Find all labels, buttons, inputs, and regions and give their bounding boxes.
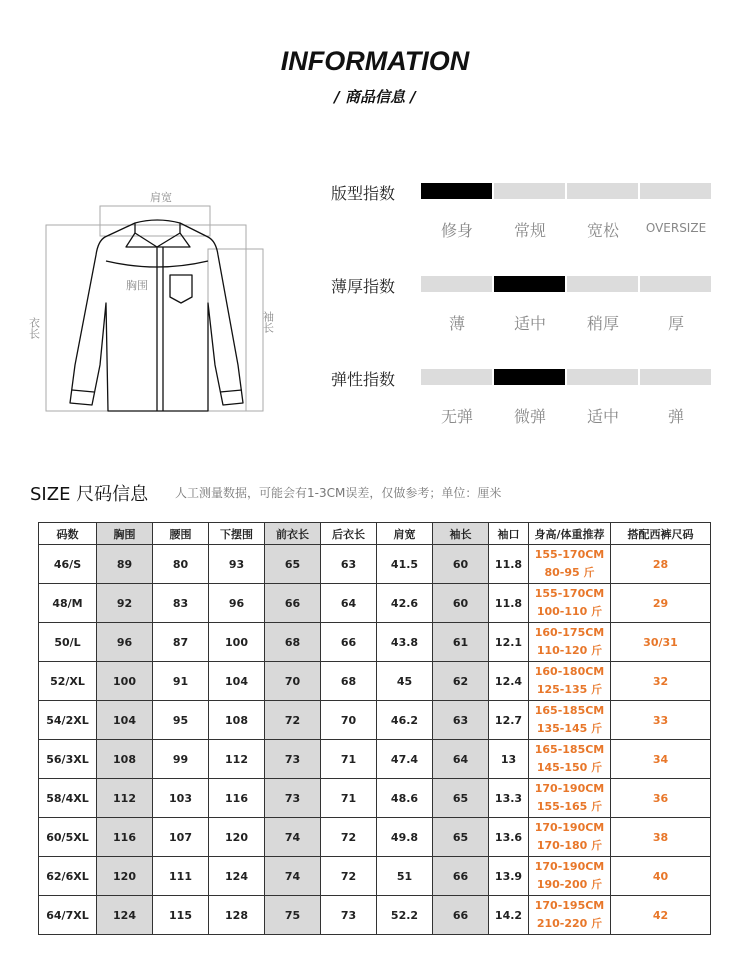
pants-size-cell: 33 <box>611 701 711 740</box>
table-cell: 91 <box>153 662 209 701</box>
table-cell: 45 <box>377 662 433 701</box>
table-cell: 61 <box>433 623 489 662</box>
weight-recommend: 155-165 斤 <box>536 800 603 813</box>
table-cell: 65 <box>265 545 321 584</box>
recommend-cell <box>529 662 611 701</box>
table-cell: 87 <box>153 623 209 662</box>
table-cell: 73 <box>265 740 321 779</box>
table-cell: 72 <box>321 818 377 857</box>
recommend-cell <box>529 857 611 896</box>
table-cell: 54/2XL <box>39 701 97 740</box>
scale-option: 常规 <box>513 221 546 240</box>
table-cell: 92 <box>97 584 153 623</box>
table-row <box>39 545 711 584</box>
pants-size-cell: 34 <box>611 740 711 779</box>
table-cell: 42.6 <box>377 584 433 623</box>
scale-option: OVERSIZE <box>645 221 707 235</box>
table-cell: 63 <box>321 545 377 584</box>
table-header-row <box>39 523 711 545</box>
table-cell: 73 <box>321 896 377 935</box>
table-row <box>39 662 711 701</box>
table-cell: 48.6 <box>377 779 433 818</box>
table-cell: 52/XL <box>39 662 97 701</box>
table-cell: 46.2 <box>377 701 433 740</box>
table-cell: 115 <box>153 896 209 935</box>
table-cell: 58/4XL <box>39 779 97 818</box>
pants-size-cell: 36 <box>611 779 711 818</box>
table-cell: 62 <box>433 662 489 701</box>
table-cell: 66 <box>433 896 489 935</box>
pants-size-cell: 40 <box>611 857 711 896</box>
table-cell: 60 <box>433 584 489 623</box>
table-row <box>39 623 711 662</box>
length-label: 衣长 <box>27 317 41 339</box>
scale-option: 修身 <box>440 221 473 240</box>
table-row <box>39 779 711 818</box>
recommend-cell <box>529 623 611 662</box>
table-cell: 70 <box>321 701 377 740</box>
pants-size-cell: 28 <box>611 545 711 584</box>
table-header-cell: 搭配西裤尺码 <box>611 523 711 545</box>
scale-segment <box>640 369 711 385</box>
table-cell: 13 <box>489 740 529 779</box>
height-recommend: 170-190CM <box>534 821 605 834</box>
recommend-cell <box>529 584 611 623</box>
scale-label: 版型指数 <box>331 184 396 203</box>
table-cell: 120 <box>209 818 265 857</box>
recommend-cell <box>529 545 611 584</box>
scale-option: 薄 <box>448 314 465 333</box>
pants-size-cell: 42 <box>611 896 711 935</box>
table-cell: 66 <box>265 584 321 623</box>
table-cell: 48/M <box>39 584 97 623</box>
table-cell: 104 <box>97 701 153 740</box>
table-cell: 68 <box>265 623 321 662</box>
table-header-cell: 码数 <box>39 523 97 545</box>
table-cell: 83 <box>153 584 209 623</box>
table-row <box>39 896 711 935</box>
height-recommend: 155-170CM <box>534 548 605 561</box>
table-cell: 120 <box>97 857 153 896</box>
weight-recommend: 100-110 斤 <box>536 605 603 618</box>
table-cell: 116 <box>97 818 153 857</box>
table-cell: 72 <box>265 701 321 740</box>
table-row <box>39 857 711 896</box>
chest-label: 胸围 <box>126 279 148 292</box>
table-row <box>39 740 711 779</box>
sleeve-label: 袖长 <box>261 311 275 333</box>
weight-recommend: 170-180 斤 <box>536 839 603 852</box>
table-header-cell: 身高/体重推荐 <box>529 523 611 545</box>
scale-option: 稍厚 <box>586 314 619 333</box>
table-header-cell: 胸围 <box>97 523 153 545</box>
weight-recommend: 190-200 斤 <box>536 878 603 891</box>
table-cell: 43.8 <box>377 623 433 662</box>
weight-recommend: 135-145 斤 <box>536 722 603 735</box>
table-cell: 50/L <box>39 623 97 662</box>
scale-option: 无弹 <box>440 407 473 426</box>
weight-recommend: 125-135 斤 <box>536 683 603 696</box>
table-cell: 65 <box>433 779 489 818</box>
table-cell: 100 <box>209 623 265 662</box>
table-cell: 13.6 <box>489 818 529 857</box>
scale-segment <box>567 369 638 385</box>
table-cell: 11.8 <box>489 545 529 584</box>
scale-option: 适中 <box>586 407 619 426</box>
table-body <box>39 545 711 935</box>
table-cell: 74 <box>265 818 321 857</box>
table-header-cell: 袖口 <box>489 523 529 545</box>
table-cell: 95 <box>153 701 209 740</box>
table-cell: 99 <box>153 740 209 779</box>
table-cell: 51 <box>377 857 433 896</box>
table-row <box>39 818 711 857</box>
scale-segment <box>567 276 638 292</box>
table-cell: 73 <box>265 779 321 818</box>
height-recommend: 160-175CM <box>534 626 605 639</box>
height-recommend: 165-185CM <box>534 743 605 756</box>
table-cell: 71 <box>321 779 377 818</box>
table-cell: 112 <box>209 740 265 779</box>
table-cell: 12.7 <box>489 701 529 740</box>
table-cell: 75 <box>265 896 321 935</box>
table-cell: 128 <box>209 896 265 935</box>
recommend-cell <box>529 896 611 935</box>
table-cell: 100 <box>97 662 153 701</box>
table-cell: 104 <box>209 662 265 701</box>
table-header-cell: 袖长 <box>433 523 489 545</box>
table-cell: 96 <box>209 584 265 623</box>
table-row <box>39 701 711 740</box>
table-cell: 68 <box>321 662 377 701</box>
scale-segment <box>567 183 638 199</box>
table-cell: 70 <box>265 662 321 701</box>
table-cell: 64 <box>321 584 377 623</box>
recommend-cell <box>529 779 611 818</box>
scale-segment <box>494 369 565 385</box>
scale-option: 弹 <box>667 407 684 426</box>
table-header-cell: 后衣长 <box>321 523 377 545</box>
table-cell: 49.8 <box>377 818 433 857</box>
table-header-cell: 肩宽 <box>377 523 433 545</box>
table-cell: 124 <box>209 857 265 896</box>
scale-option: 厚 <box>667 314 684 333</box>
sleeve-box <box>208 249 263 411</box>
height-recommend: 165-185CM <box>534 704 605 717</box>
table-cell: 66 <box>433 857 489 896</box>
height-recommend: 170-190CM <box>534 860 605 873</box>
table-cell: 89 <box>97 545 153 584</box>
table-header-cell: 前衣长 <box>265 523 321 545</box>
size-section-note: 人工测量数据，可能会有1-3CM误差，仅做参考；单位：厘米 <box>175 486 502 500</box>
scale-segment <box>421 369 492 385</box>
size-section-title: SIZE 尺码信息 <box>30 484 149 505</box>
weight-recommend: 80-95 斤 <box>544 566 595 579</box>
table-cell: 72 <box>321 857 377 896</box>
scale-segment <box>421 276 492 292</box>
table-cell: 65 <box>433 818 489 857</box>
recommend-cell <box>529 701 611 740</box>
table-cell: 64/7XL <box>39 896 97 935</box>
table-cell: 56/3XL <box>39 740 97 779</box>
table-row <box>39 584 711 623</box>
pants-size-cell: 30/31 <box>611 623 711 662</box>
table-cell: 80 <box>153 545 209 584</box>
scale-label: 薄厚指数 <box>331 277 396 296</box>
scale-segment <box>640 276 711 292</box>
table-cell: 108 <box>97 740 153 779</box>
table-header-cell: 腰围 <box>153 523 209 545</box>
weight-recommend: 210-220 斤 <box>536 917 603 930</box>
table-cell: 93 <box>209 545 265 584</box>
table-cell: 103 <box>153 779 209 818</box>
height-recommend: 170-195CM <box>534 899 605 912</box>
shoulder-label: 肩宽 <box>150 191 172 204</box>
scale-segment <box>640 183 711 199</box>
table-cell: 11.8 <box>489 584 529 623</box>
weight-recommend: 145-150 斤 <box>536 761 603 774</box>
table-cell: 111 <box>153 857 209 896</box>
table-cell: 13.3 <box>489 779 529 818</box>
table-cell: 108 <box>209 701 265 740</box>
height-recommend: 170-190CM <box>534 782 605 795</box>
height-recommend: 160-180CM <box>534 665 605 678</box>
table-cell: 74 <box>265 857 321 896</box>
scale-option: 宽松 <box>586 221 619 240</box>
scale-segment <box>494 183 565 199</box>
table-cell: 60 <box>433 545 489 584</box>
pants-size-cell: 38 <box>611 818 711 857</box>
pants-size-cell: 32 <box>611 662 711 701</box>
scale-option: 适中 <box>513 314 546 333</box>
page-title: INFORMATION <box>280 46 470 76</box>
scale-segment <box>494 276 565 292</box>
scale-label: 弹性指数 <box>331 370 396 389</box>
table-cell: 62/6XL <box>39 857 97 896</box>
table-cell: 112 <box>97 779 153 818</box>
table-cell: 107 <box>153 818 209 857</box>
page-subtitle: / 商品信息 / <box>334 88 416 106</box>
pants-size-cell: 29 <box>611 584 711 623</box>
table-header-cell: 下摆围 <box>209 523 265 545</box>
table-cell: 46/S <box>39 545 97 584</box>
table-cell: 63 <box>433 701 489 740</box>
weight-recommend: 110-120 斤 <box>536 644 603 657</box>
table-cell: 96 <box>97 623 153 662</box>
scale-segment <box>421 183 492 199</box>
table-cell: 64 <box>433 740 489 779</box>
height-recommend: 155-170CM <box>534 587 605 600</box>
table-cell: 66 <box>321 623 377 662</box>
table-cell: 12.1 <box>489 623 529 662</box>
size-table <box>38 522 711 935</box>
table-cell: 47.4 <box>377 740 433 779</box>
recommend-cell <box>529 740 611 779</box>
table-cell: 71 <box>321 740 377 779</box>
table-cell: 124 <box>97 896 153 935</box>
table-cell: 41.5 <box>377 545 433 584</box>
table-cell: 60/5XL <box>39 818 97 857</box>
table-cell: 12.4 <box>489 662 529 701</box>
length-box <box>46 225 246 411</box>
table-cell: 13.9 <box>489 857 529 896</box>
table-cell: 14.2 <box>489 896 529 935</box>
scale-option: 微弹 <box>513 407 546 426</box>
table-cell: 52.2 <box>377 896 433 935</box>
shirt-diagram <box>27 185 300 420</box>
recommend-cell <box>529 818 611 857</box>
table-cell: 116 <box>209 779 265 818</box>
